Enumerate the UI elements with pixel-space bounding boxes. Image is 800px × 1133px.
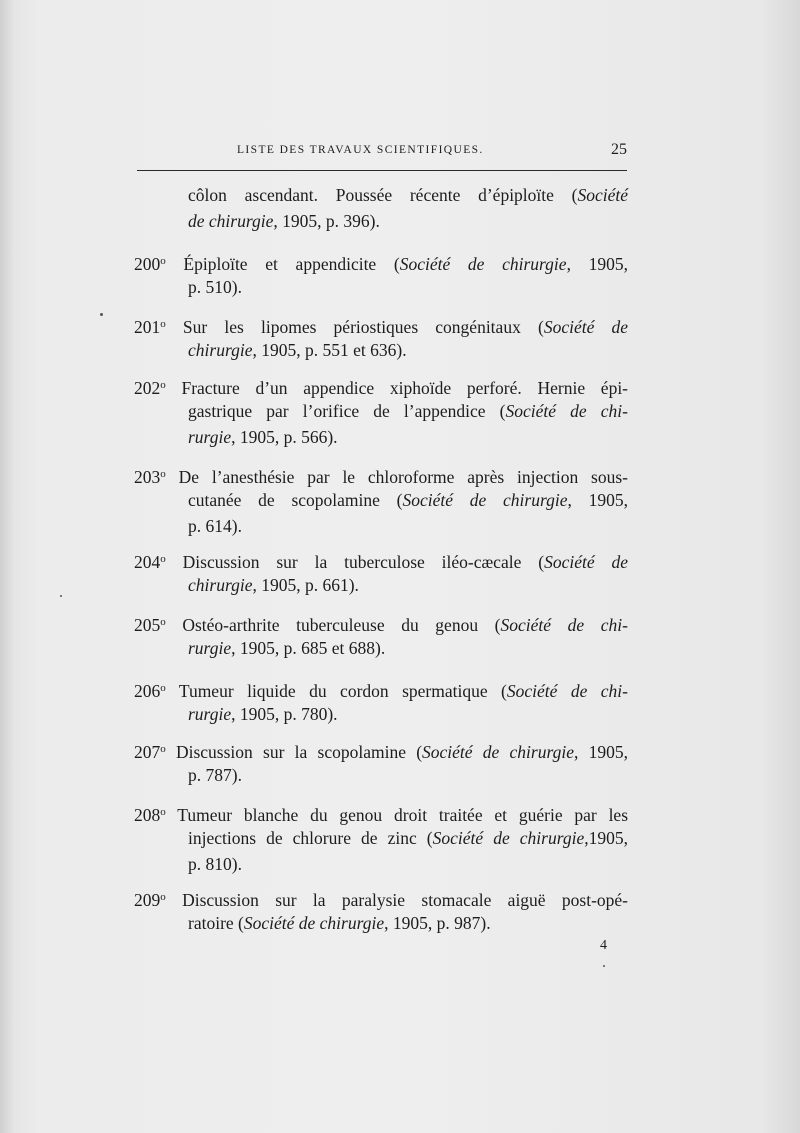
signature-mark: 4 — [600, 938, 607, 953]
entry-line: 202$^o$ Fracture d’un appendice xiphoïde perforé. Hernie épi- — [134, 374, 628, 399]
entry-line: p. 810). — [188, 854, 242, 874]
journal-title: Société de chi- — [505, 401, 628, 421]
entry-number: 201$^o$ — [134, 317, 166, 337]
entry-line: 208$^o$ Tumeur blanche du genou droit traitée et guérie par les — [134, 801, 628, 826]
entry-number: 202$^o$ — [134, 378, 166, 398]
running-title: LISTE DES TRAVAUX SCIENTIFIQUES. — [237, 144, 484, 156]
entry-line: 200$^o$ Épiploïte et appendicite (Société de chirurgie, 1905, — [134, 250, 628, 275]
journal-title: Société de — [544, 552, 629, 572]
entry-line: p. 614). — [188, 516, 242, 536]
entry-line: 207$^o$ Discussion sur la scopolamine (Société de chirurgie, 1905, — [134, 738, 628, 763]
journal-title: Société de chirurgie — [243, 913, 385, 933]
entry-line: 206$^o$ Tumeur liquide du cordon spermatique (Société de chi- — [134, 677, 628, 702]
entry-line: 204$^o$ Discussion sur la tuberculose iléo-cæcale (Société de — [134, 548, 628, 573]
journal-title: chirurgie — [188, 340, 253, 360]
journal-title: rurgie — [188, 704, 232, 724]
entry-number: 207$^o$ — [134, 742, 166, 762]
entry-line: p. 787). — [188, 765, 242, 785]
journal-title: Société de chi- — [500, 615, 628, 635]
entry-line: cutanée de scopolamine (Société de chirurgie, 1905, — [188, 490, 628, 510]
entry-line: p. 510). — [188, 277, 242, 297]
entry-number: 209$^o$ — [134, 890, 166, 910]
journal-title: Société de chi- — [506, 681, 628, 701]
journal-title: rurgie — [188, 427, 232, 447]
entry-number: 204$^o$ — [134, 552, 166, 572]
journal-title: Société de chirurgie — [399, 254, 567, 274]
journal-title: chirurgie — [188, 575, 253, 595]
entry-line: ratoire (Société de chirurgie, 1905, p. 987). — [188, 913, 491, 933]
journal-title: de chirurgie — [188, 211, 274, 231]
entry-line: chirurgie, 1905, p. 551 et 636). — [188, 340, 407, 360]
journal-title: Société — [577, 185, 628, 205]
entry-line: chirurgie, 1905, p. 661). — [188, 575, 359, 595]
entry-line: 209$^o$ Discussion sur la paralysie stomacale aiguë post-opé- — [134, 886, 628, 911]
entry-line: rurgie, 1905, p. 685 et 688). — [188, 638, 386, 658]
entry-number: 208$^o$ — [134, 805, 166, 825]
journal-title: rurgie — [188, 638, 232, 658]
entry-number: 205$^o$ — [134, 615, 166, 635]
entry-line: rurgie, 1905, p. 566). — [188, 427, 338, 447]
entry-number: 203$^o$ — [134, 467, 166, 487]
journal-title: Société de chirurgie — [422, 742, 575, 762]
entry-line: 205$^o$ Ostéo-arthrite tuberculeuse du genou (Société de chi- — [134, 611, 628, 636]
entry-line: gastrique par l’orifice de l’appendice (Société de chi- — [188, 401, 628, 421]
entry-number: 200$^o$ — [134, 254, 166, 274]
journal-title: Société de — [543, 317, 629, 337]
paper-speck — [60, 595, 62, 597]
entry-line: 201$^o$ Sur les lipomes périostiques congénitaux (Société de — [134, 313, 628, 338]
entry-line: 203$^o$ De l’anesthésie par le chloroforme après injection sous- — [134, 463, 628, 488]
entry-number: 206$^o$ — [134, 681, 166, 701]
journal-title: Société de chirurgie — [402, 490, 568, 510]
entry-line: injections de chlorure de zinc (Société de chirurgie,1905, — [188, 828, 629, 848]
paper-speck — [603, 965, 605, 967]
paper-speck — [100, 313, 103, 316]
journal-title: Société de chirurgie — [432, 828, 585, 848]
entry-line: rurgie, 1905, p. 780). — [188, 704, 338, 724]
entry-line: côlon ascendant. Poussée récente d’épiploïte (Société — [188, 185, 628, 205]
entry-line: de chirurgie, 1905, p. 396). — [188, 211, 380, 231]
page-number: 25 — [611, 141, 627, 158]
